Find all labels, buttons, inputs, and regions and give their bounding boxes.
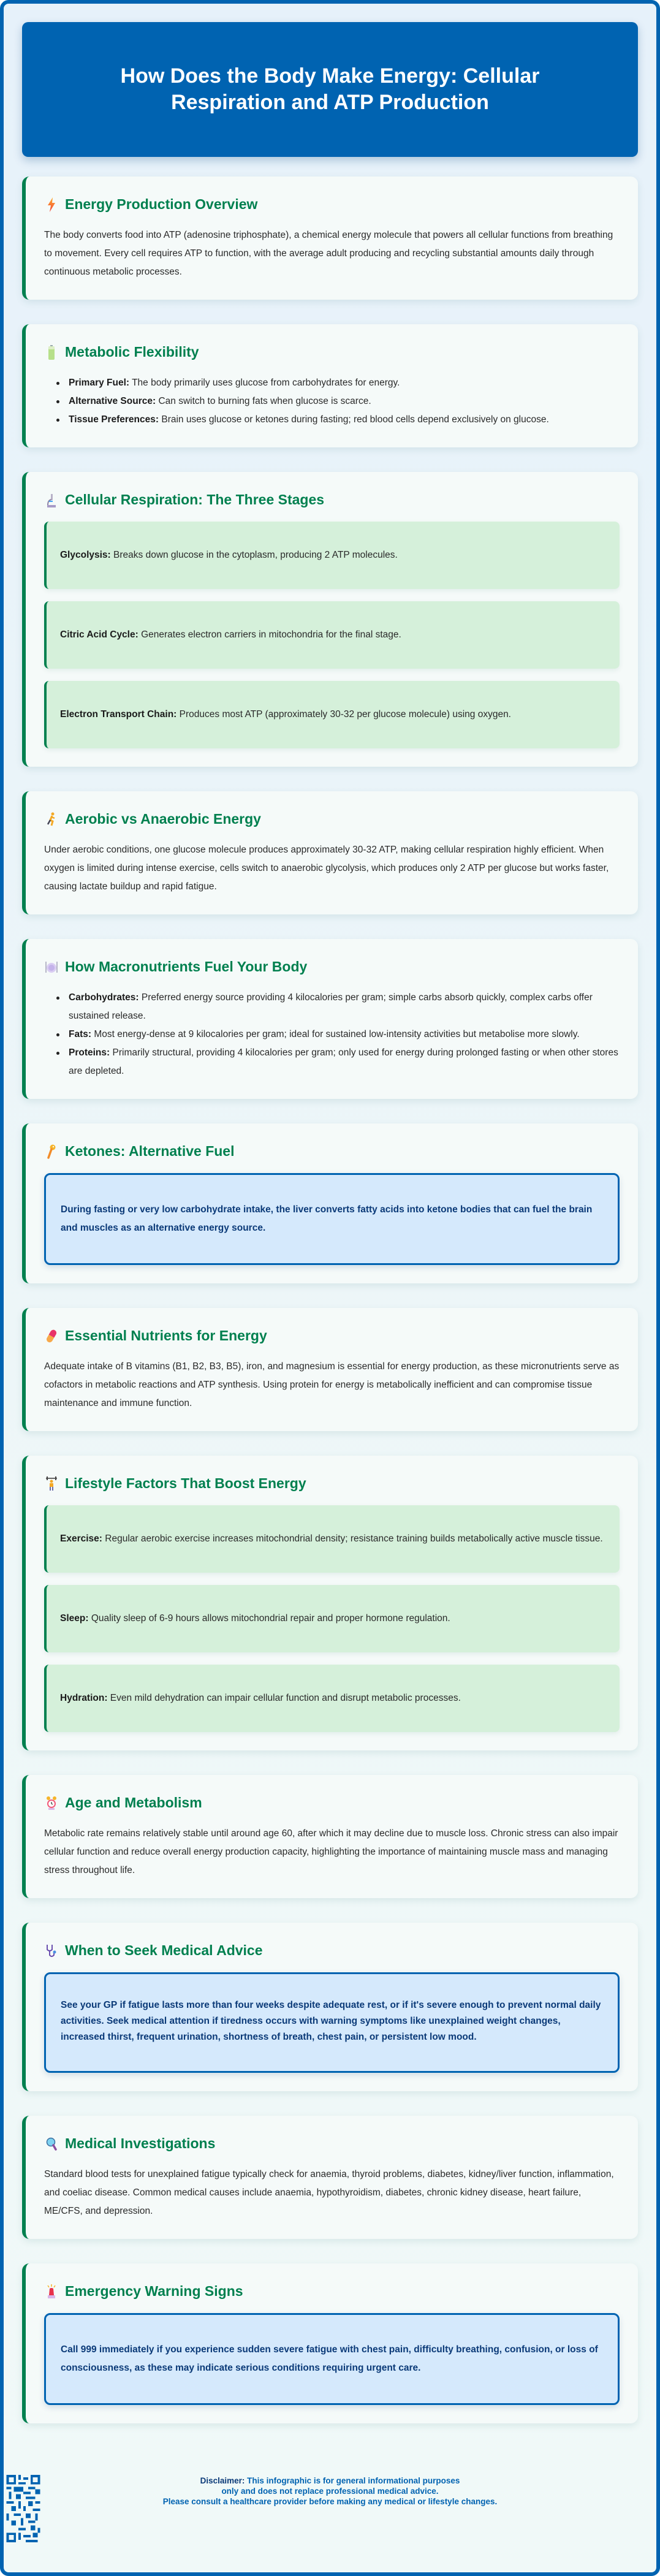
card-medical-advice — [22, 1923, 638, 2091]
page-title: How Does the Body Make Energy: Cellular Respiration and ATP Production — [120, 64, 540, 114]
plate-icon — [44, 959, 59, 975]
card-cellular-respiration — [22, 472, 638, 767]
stethoscope-icon — [44, 1943, 59, 1959]
section-body: Standard blood tests for unexplained fatigue typically check for anaemia, thyroid problems, diabetes, kidney/liver function, inflammation, and coeliac disease. Common medical causes include anaemia, hypothyroidism, diabetes, chronic kidney disease, heart failure, ME/CFS, and depression. — [44, 2169, 614, 2216]
list-item: Alternative Source: Can switch to burning fats when glucose is scarce. — [56, 392, 620, 411]
pill-icon — [44, 1328, 59, 1344]
macronutrients-list — [44, 989, 620, 1081]
section-title: How Macronutrients Fuel Your Body — [65, 959, 308, 975]
alarm-clock-icon — [44, 1795, 59, 1811]
section-title: Ketones: Alternative Fuel — [65, 1143, 235, 1159]
card-aerobic-anaerobic — [22, 791, 638, 914]
card-metabolic-flexibility — [22, 324, 638, 447]
battery-icon — [44, 344, 59, 360]
page-header — [22, 22, 638, 157]
factor-exercise: Exercise: Regular aerobic exercise increases mitochondrial density; resistance training builds metabolically active muscle tissue. — [44, 1505, 620, 1573]
card-essential-nutrients — [22, 1308, 638, 1431]
card-age-metabolism — [22, 1775, 638, 1898]
list-item: Fats: Most energy-dense at 9 kilocalories per gram; ideal for sustained low-intensity activities but metabolise more slowly. — [56, 1025, 620, 1044]
ketones-callout: During fasting or very low carbohydrate intake, the liver converts fatty acids into ketone bodies that can fuel the brain and muscles as an alternative energy source. — [44, 1173, 620, 1265]
section-title: Age and Metabolism — [65, 1795, 202, 1810]
section-title: Lifestyle Factors That Boost Energy — [65, 1475, 306, 1491]
card-lifestyle-factors — [22, 1456, 638, 1750]
card-medical-investigations — [22, 2116, 638, 2239]
section-title: Emergency Warning Signs — [65, 2283, 243, 2299]
list-item: Primary Fuel: The body primarily uses glucose from carbohydrates for energy. — [56, 374, 620, 392]
key-icon — [44, 1144, 59, 1160]
card-energy-overview — [22, 177, 638, 300]
list-item: Proteins: Primarily structural, providing 4 kilocalories per gram; only used for energy during prolonged fasting or when other stores are depleted. — [56, 1044, 620, 1081]
section-title: When to Seek Medical Advice — [65, 1942, 263, 1958]
card-macronutrients — [22, 939, 638, 1099]
emergency-callout: Call 999 immediately if you experience sudden severe fatigue with chest pain, difficulty breathing, confusion, or loss of consciousness, as these may indicate serious conditions requiring urgent care. — [44, 2313, 620, 2405]
section-title: Energy Production Overview — [65, 196, 258, 212]
section-body: Metabolic rate remains relatively stable until around age 60, after which it may decline due to muscle loss. Chronic stress can also impair cellular function and reduce overall energy production capacity, highlighting the importance of maintaining muscle mass and managing stress throughout life. — [44, 1828, 618, 1875]
section-title: Medical Investigations — [65, 2135, 216, 2151]
flexibility-list — [44, 374, 620, 429]
stage-citric-acid-cycle: Citric Acid Cycle: Generates electron carriers in mitochondria for the final stage. — [44, 601, 620, 669]
factor-sleep: Sleep: Quality sleep of 6-9 hours allows mitochondrial repair and proper hormone regulation. — [44, 1585, 620, 1652]
list-item: Carbohydrates: Preferred energy source providing 4 kilocalories per gram; simple carbs absorb quickly, complex carbs offer sustained release. — [56, 989, 620, 1025]
stage-electron-transport-chain: Electron Transport Chain: Produces most ATP (approximately 30-32 per glucose molecule) using oxygen. — [44, 681, 620, 748]
section-body: The body converts food into ATP (adenosine triphosphate), a chemical energy molecule that powers all cellular functions from breathing to movement. Every cell requires ATP to function, with the average adult producing and recycling substantial amounts daily through continuous metabolic processes. — [44, 230, 613, 277]
footer — [22, 2448, 638, 2546]
section-title: Cellular Respiration: The Three Stages — [65, 492, 325, 507]
card-ketones — [22, 1123, 638, 1283]
weightlifter-icon — [44, 1476, 59, 1492]
card-emergency-warning — [22, 2263, 638, 2423]
section-title: Aerobic vs Anaerobic Energy — [65, 811, 261, 827]
section-body: Adequate intake of B vitamins (B1, B2, B3, B5), iron, and magnesium is essential for energy production, as these micronutrients serve as cofactors in metabolic reactions and ATP synthesis. Using protein for energy is metabolically inefficient and can compromise tissue maintenance and immune function. — [44, 1361, 620, 1408]
section-title: Metabolic Flexibility — [65, 344, 199, 360]
section-body: Under aerobic conditions, one glucose molecule produces approximately 30-32 ATP, making cellular respiration highly efficient. When oxygen is limited during intense exercise, cells switch to anaerobic glycolysis, which produces only 2 ATP per glucose but works faster, causing lactate buildup and rapid fatigue. — [44, 845, 609, 892]
section-title: Essential Nutrients for Energy — [65, 1328, 267, 1343]
lightning-icon — [44, 197, 59, 213]
disclaimer-label: Disclaimer: — [200, 2475, 245, 2485]
qr-code-icon[interactable] — [6, 2475, 40, 2542]
disclaimer: Disclaimer: This infographic is for general informational purposes only and does not replace professional medical advice. Please consult a healthcare provider before making any medical or lifestyle changes. — [162, 2475, 498, 2506]
stage-glycolysis: Glycolysis: Breaks down glucose in the cytoplasm, producing 2 ATP molecules. — [44, 522, 620, 589]
microscope-icon — [44, 492, 59, 508]
magnifier-icon — [44, 2136, 59, 2152]
medical-advice-callout: See your GP if fatigue lasts more than four weeks despite adequate rest, or if it's severe enough to prevent normal daily activities. Seek medical attention if tiredness occurs with warning symptoms like unexplained weight changes, increased thirst, frequent urination, shortness of breath, chest pain, or persistent low mood. — [44, 1972, 620, 2073]
factor-hydration: Hydration: Even mild dehydration can impair cellular function and disrupt metabolic processes. — [44, 1665, 620, 1732]
siren-icon — [44, 2284, 59, 2300]
list-item: Tissue Preferences: Brain uses glucose or ketones during fasting; red blood cells depend exclusively on glucose. — [56, 411, 620, 429]
runner-icon — [44, 811, 59, 827]
